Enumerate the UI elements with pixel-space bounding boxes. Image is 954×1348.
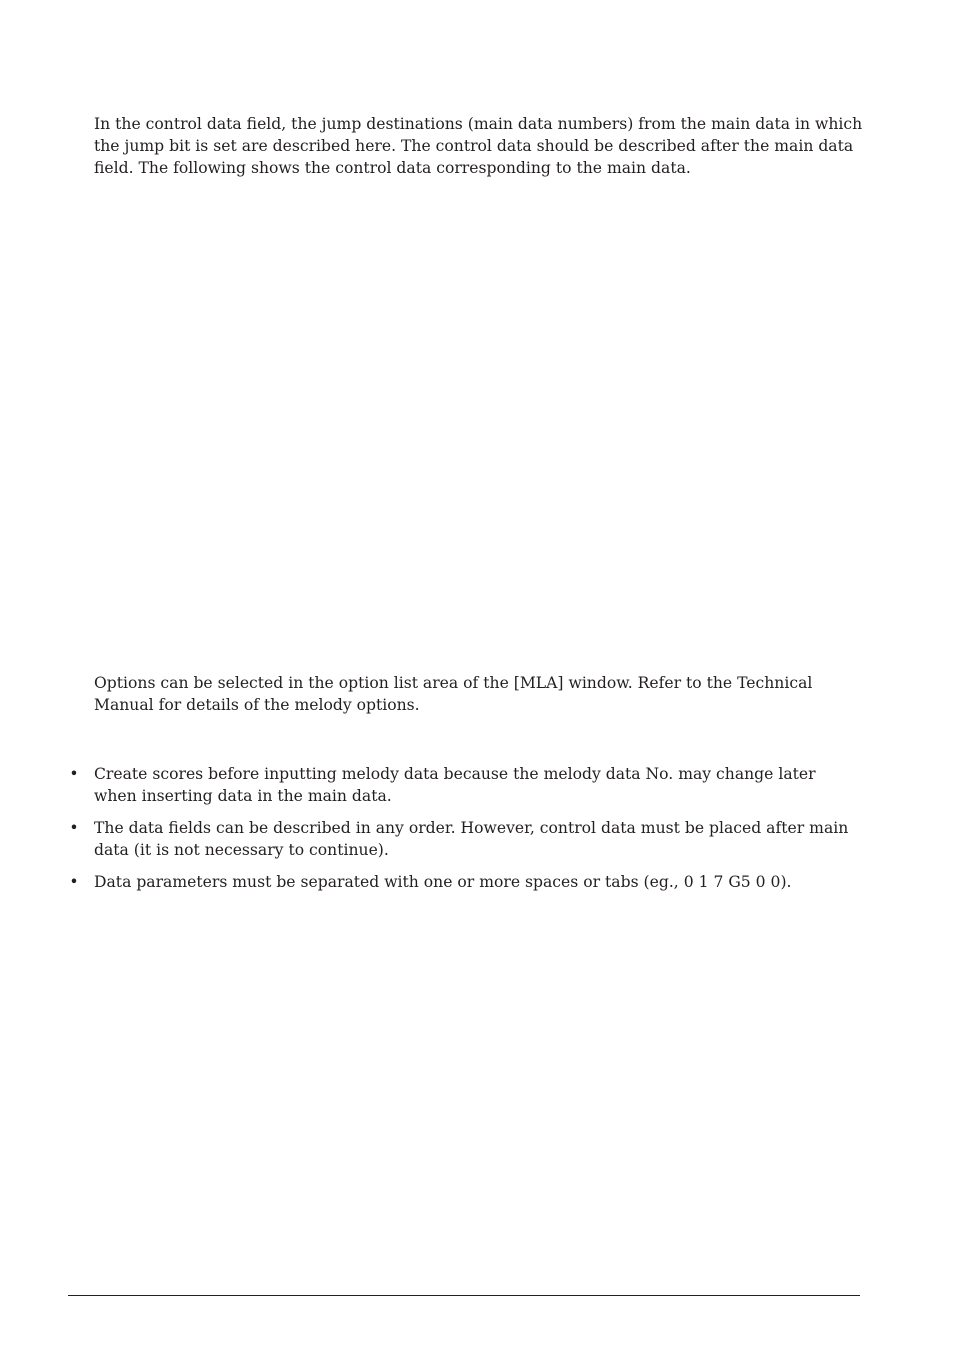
notes-list xyxy=(0,763,954,903)
list-item-text: The data fields can be described in any order. However, control data must be placed after main data (it is not necessary to continue). xyxy=(94,819,849,859)
bullet-icon: • xyxy=(69,873,79,891)
list-item-text: Create scores before inputting melody data because the melody data No. may change later when inserting data in the main data. xyxy=(94,765,816,805)
list-item xyxy=(0,817,854,861)
list-item xyxy=(0,871,854,893)
options-paragraph: Options can be selected in the option list area of the [MLA] window. Refer to the Technical Manual for details of the melody options. xyxy=(94,674,813,714)
footer-rule xyxy=(68,1295,860,1296)
bullet-icon: • xyxy=(69,819,79,837)
control-data-paragraph: In the control data field, the jump destinations (main data numbers) from the main data in which the jump bit is set are described here. The control data should be described after the main data field. The following shows the control data corresponding to the main data. xyxy=(94,115,863,177)
list-item xyxy=(0,763,854,807)
list-item-text: Data parameters must be separated with one or more spaces or tabs (eg., 0 1 7 G5 0 0). xyxy=(94,873,792,891)
bullet-icon: • xyxy=(69,765,79,783)
